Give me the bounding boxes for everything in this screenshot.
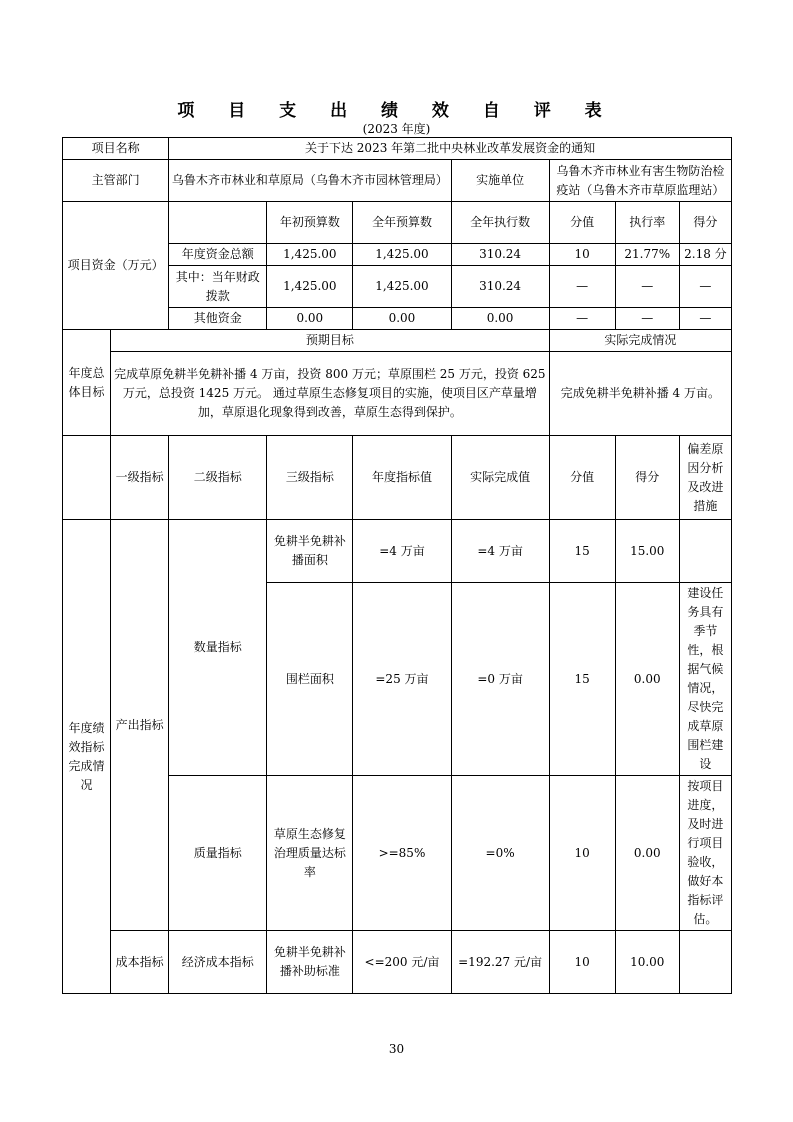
funds-cell: 0.00 <box>451 308 549 330</box>
funds-header-blank <box>169 202 267 244</box>
table-row <box>63 160 732 202</box>
got-cell: 10.00 <box>615 931 679 994</box>
funds-cell: 1,425.00 <box>353 244 451 266</box>
level1-cost: 成本指标 <box>111 931 169 994</box>
indicator-header: 偏差原因分析及改进措施 <box>679 436 731 520</box>
actual-cell: =0% <box>451 776 549 931</box>
funds-cell: — <box>679 266 731 308</box>
actual-cell: =4 万亩 <box>451 520 549 583</box>
level3-cell: 免耕半免耕补播补助标准 <box>267 931 353 994</box>
level3-cell: 围栏面积 <box>267 583 353 776</box>
got-cell: 15.00 <box>615 520 679 583</box>
page-subtitle: (2023 年度) <box>362 122 431 136</box>
table-row <box>63 436 732 520</box>
funds-header: 得分 <box>679 202 731 244</box>
level3-cell: 草原生态修复治理质量达标率 <box>267 776 353 931</box>
funds-label: 项目资金（万元） <box>63 202 169 330</box>
funds-cell: 310.24 <box>451 266 549 308</box>
level1-output: 产出指标 <box>111 520 169 931</box>
score-cell: 10 <box>549 931 615 994</box>
table-row <box>63 931 732 994</box>
funds-header: 年初预算数 <box>267 202 353 244</box>
funds-row-label: 年度资金总额 <box>169 244 267 266</box>
indicator-header: 得分 <box>615 436 679 520</box>
funds-cell: 2.18 分 <box>679 244 731 266</box>
indicator-header-blank <box>63 436 111 520</box>
funds-cell: 0.00 <box>353 308 451 330</box>
level3-cell: 免耕半免耕补播面积 <box>267 520 353 583</box>
score-cell: 10 <box>549 776 615 931</box>
indicator-header: 实际完成值 <box>451 436 549 520</box>
project-name-label: 项目名称 <box>63 138 169 160</box>
funds-cell: — <box>549 308 615 330</box>
table-row <box>63 330 732 352</box>
funds-row-label: 其他资金 <box>169 308 267 330</box>
funds-cell: — <box>549 266 615 308</box>
funds-cell: 0.00 <box>267 308 353 330</box>
table-row <box>63 138 732 160</box>
funds-cell: 1,425.00 <box>267 244 353 266</box>
funds-cell: 10 <box>549 244 615 266</box>
page-number: 30 <box>388 1042 405 1056</box>
target-cell: =25 万亩 <box>353 583 451 776</box>
funds-cell: — <box>615 266 679 308</box>
indicator-header: 二级指标 <box>169 436 267 520</box>
score-cell: 15 <box>549 520 615 583</box>
indicator-header: 分值 <box>549 436 615 520</box>
table-row <box>63 202 732 244</box>
impl-label: 实施单位 <box>451 160 549 202</box>
table-row <box>63 520 732 583</box>
target-cell: >=85% <box>353 776 451 931</box>
indicator-header: 三级指标 <box>267 436 353 520</box>
level2-quality: 质量指标 <box>169 776 267 931</box>
funds-cell: 310.24 <box>451 244 549 266</box>
funds-header: 执行率 <box>615 202 679 244</box>
page-title: 项 目 支 出 绩 效 自 评 表 <box>177 101 616 121</box>
actual-cell: =0 万亩 <box>451 583 549 776</box>
table-row <box>63 352 732 436</box>
actual-cell: =192.27 元/亩 <box>451 931 549 994</box>
funds-header: 全年预算数 <box>353 202 451 244</box>
dept-value: 乌鲁木齐市林业和草原局（乌鲁木齐市园林管理局） <box>169 160 451 202</box>
goal-actual-header: 实际完成情况 <box>549 330 731 352</box>
level2-quantity: 数量指标 <box>169 520 267 776</box>
funds-cell: 1,425.00 <box>353 266 451 308</box>
funds-row-label: 其中：当年财政拨款 <box>169 266 267 308</box>
funds-cell: 21.77% <box>615 244 679 266</box>
funds-header: 分值 <box>549 202 615 244</box>
note-cell: 按项目进度，及时进行项目验收，做好本指标评估。 <box>679 776 731 931</box>
got-cell: 0.00 <box>615 776 679 931</box>
indicator-header: 一级指标 <box>111 436 169 520</box>
self-evaluation-table <box>62 137 732 994</box>
funds-cell: — <box>679 308 731 330</box>
goal-expected-text: 完成草原免耕半免耕补播 4 万亩，投资 800 万元；草原围栏 25 万元，投资 625 万元，总投资 1425 万元。 通过草原生态修复项目的实施，使项目区产草量增加，草原退化现象得到改善，草原生态得到保护。 <box>111 352 550 436</box>
indicators-section-label: 年度绩效指标完成情况 <box>63 520 111 994</box>
note-cell <box>679 931 731 994</box>
target-cell: <=200 元/亩 <box>353 931 451 994</box>
project-name-value: 关于下达 2023 年第二批中央林业改革发展资金的通知 <box>169 138 732 160</box>
funds-header: 全年执行数 <box>451 202 549 244</box>
goal-label: 年度总体目标 <box>63 330 111 436</box>
note-cell: 建设任务具有季节性，根据气候情况，尽快完成草原围栏建设 <box>679 583 731 776</box>
impl-value: 乌鲁木齐市林业有害生物防治检疫站（乌鲁木齐市草原监理站） <box>549 160 731 202</box>
score-cell: 15 <box>549 583 615 776</box>
note-cell <box>679 520 731 583</box>
level2-econ: 经济成本指标 <box>169 931 267 994</box>
target-cell: =4 万亩 <box>353 520 451 583</box>
indicator-header: 年度指标值 <box>353 436 451 520</box>
funds-cell: 1,425.00 <box>267 266 353 308</box>
funds-cell: — <box>615 308 679 330</box>
dept-label: 主管部门 <box>63 160 169 202</box>
got-cell: 0.00 <box>615 583 679 776</box>
goal-actual-text: 完成免耕半免耕补播 4 万亩。 <box>549 352 731 436</box>
goal-expected-header: 预期目标 <box>111 330 550 352</box>
